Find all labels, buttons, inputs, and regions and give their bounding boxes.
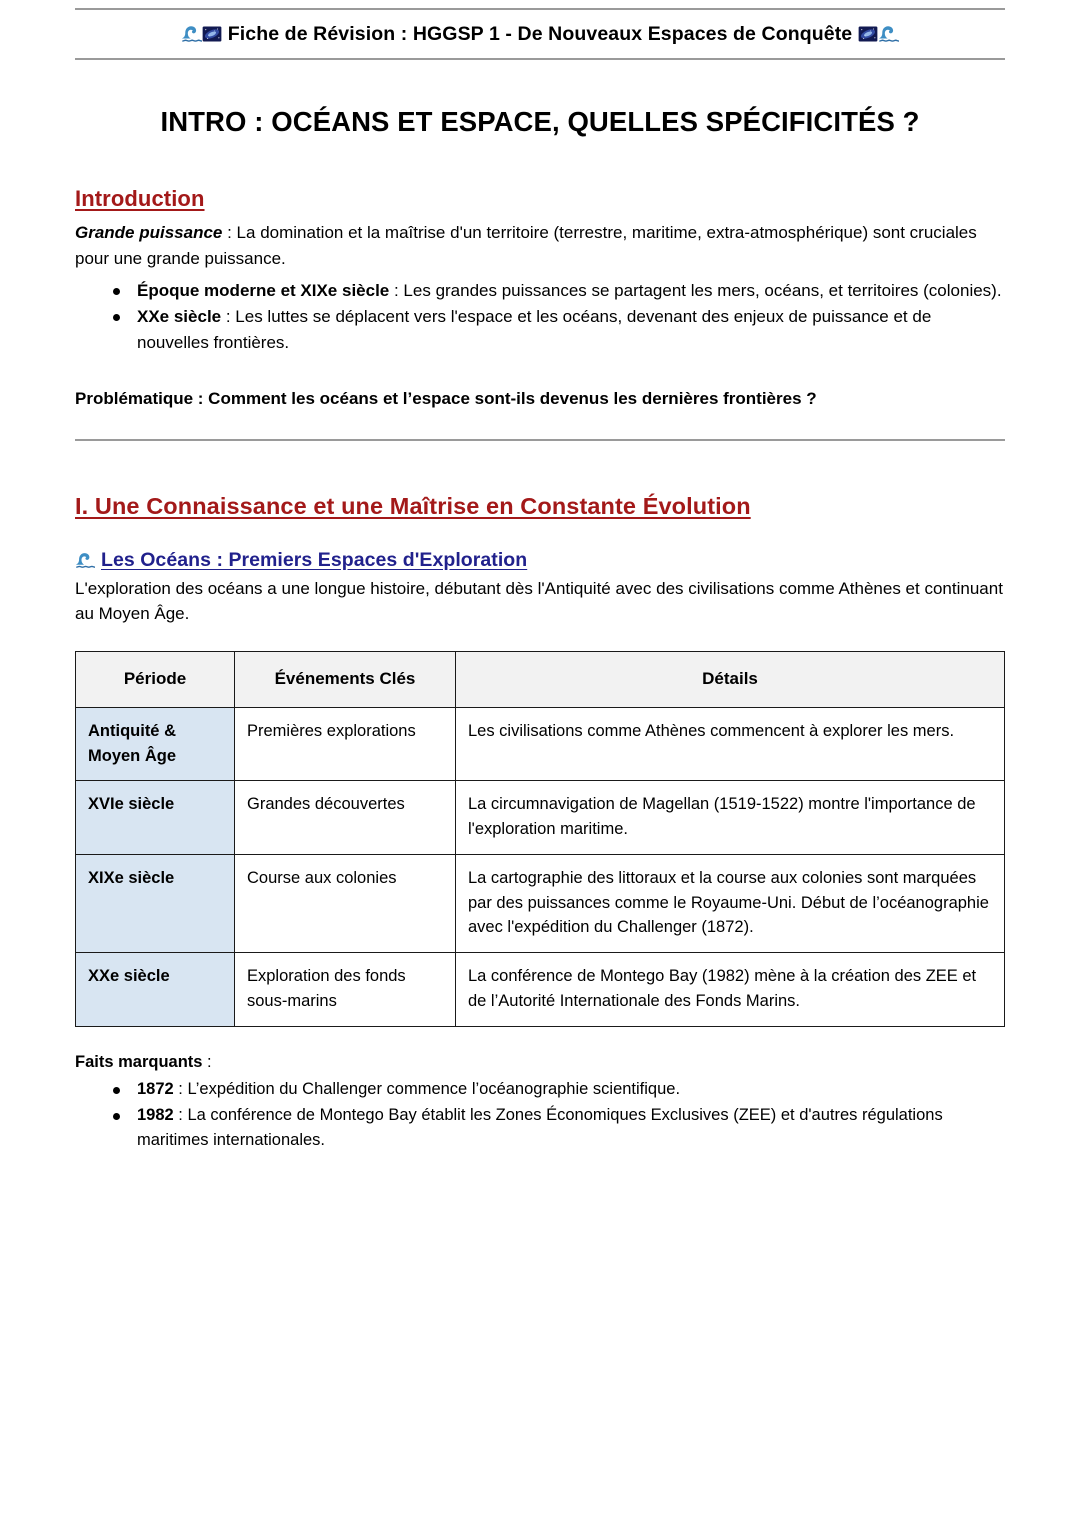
faits-marquants-label	[75, 1053, 1005, 1072]
wave-icon	[181, 23, 202, 44]
table-row	[76, 854, 1005, 952]
wave-icon	[878, 23, 899, 44]
subsection-heading-text: Les Océans : Premiers Espaces d'Exploration	[101, 548, 528, 571]
wave-icon	[75, 550, 95, 570]
cell-details: La cartographie des littoraux et la course aux colonies sont marquées par des puissances comme le Royaume-Uni. Début de l’océanographie avec l'expédition du Challenger (1872).	[456, 854, 1005, 952]
bullet-lead: Époque moderne et XIXe siècle	[137, 280, 390, 300]
fait-year: 1872	[137, 1079, 174, 1098]
faits-marquants-suffix: :	[202, 1052, 212, 1071]
document-header-text: Fiche de Révision : HGGSP 1 - De Nouveaux Espaces de Conquête	[227, 23, 853, 45]
document-page	[0, 8, 1080, 1533]
cell-details: La conférence de Montego Bay (1982) mène à la création des ZEE et de l’Autorité Internationale des Fonds Marins.	[456, 953, 1005, 1027]
subsection-oceans-heading	[75, 549, 1005, 572]
grande-puissance-definition	[75, 220, 1005, 272]
milky-way-icon	[202, 24, 222, 44]
bullet-text: : Les grandes puissances se partagent les mers, océans, et territoires (colonies).	[389, 280, 1002, 300]
bullet-text: : Les luttes se déplacent vers l'espace et les océans, devenant des enjeux de puissance et de nouvelles frontières.	[137, 307, 932, 353]
column-header-details: Détails	[456, 652, 1005, 708]
table-head	[76, 652, 1005, 708]
document-header-title	[181, 23, 899, 46]
table-row	[76, 953, 1005, 1027]
cell-evenements: Exploration des fonds sous-marins	[235, 953, 456, 1027]
subsection-paragraph: L'exploration des océans a une longue histoire, débutant dès l'Antiquité avec des civilisations comme Athènes et continuant au Moyen Âge.	[75, 578, 1003, 624]
definition-term: Grande puissance	[75, 223, 223, 242]
list-item	[137, 1077, 1005, 1102]
definition-text: : La domination et la maîtrise d'un territoire (terrestre, maritime, extra-atmosphérique) sont cruciales pour une grande puissance.	[75, 223, 977, 268]
list-item	[137, 1103, 1005, 1153]
table-header-row	[76, 652, 1005, 708]
cell-periode: XXe siècle	[76, 953, 235, 1027]
faits-marquants-list	[75, 1077, 1005, 1153]
introduction-bullet-list	[75, 278, 1005, 356]
column-header-periode: Période	[76, 652, 235, 708]
list-item	[137, 278, 1005, 304]
column-header-evenements: Événements Clés	[235, 652, 456, 708]
cell-details: Les civilisations comme Athènes commencent à explorer les mers.	[456, 707, 1005, 781]
cell-evenements: Premières explorations	[235, 707, 456, 781]
cell-periode: XVIe siècle	[76, 781, 235, 855]
fait-text: : La conférence de Montego Bay établit les Zones Économiques Exclusives (ZEE) et d'autres régulations maritimes internationales.	[137, 1105, 943, 1149]
page-title: INTRO : OCÉANS ET ESPACE, QUELLES SPÉCIFICITÉS ?	[160, 106, 920, 137]
list-item	[137, 304, 1005, 356]
cell-periode: Antiquité & Moyen Âge	[76, 707, 235, 781]
cell-evenements: Course aux colonies	[235, 854, 456, 952]
table-body	[76, 707, 1005, 1026]
cell-evenements: Grandes découvertes	[235, 781, 456, 855]
document-header	[75, 8, 1005, 60]
problematique-text: Problématique : Comment les océans et l’espace sont-ils devenus les dernières frontières ?	[75, 389, 817, 409]
fait-text: : L’expédition du Challenger commence l’océanographie scientifique.	[173, 1079, 681, 1098]
cell-periode: XIXe siècle	[76, 854, 235, 952]
table-row	[76, 707, 1005, 781]
table-row	[76, 781, 1005, 855]
bullet-lead: XXe siècle	[137, 307, 222, 327]
faits-marquants-title: Faits marquants	[75, 1052, 203, 1071]
milky-way-icon	[858, 24, 878, 44]
section-one-heading: I. Une Connaissance et une Maîtrise en Constante Évolution	[75, 492, 751, 519]
fait-year: 1982	[137, 1105, 174, 1124]
cell-details: La circumnavigation de Magellan (1519-1522) montre l'importance de l'exploration maritime.	[456, 781, 1005, 855]
section-divider	[75, 439, 1005, 441]
introduction-heading: Introduction	[75, 186, 205, 211]
periodes-table	[75, 651, 1005, 1026]
